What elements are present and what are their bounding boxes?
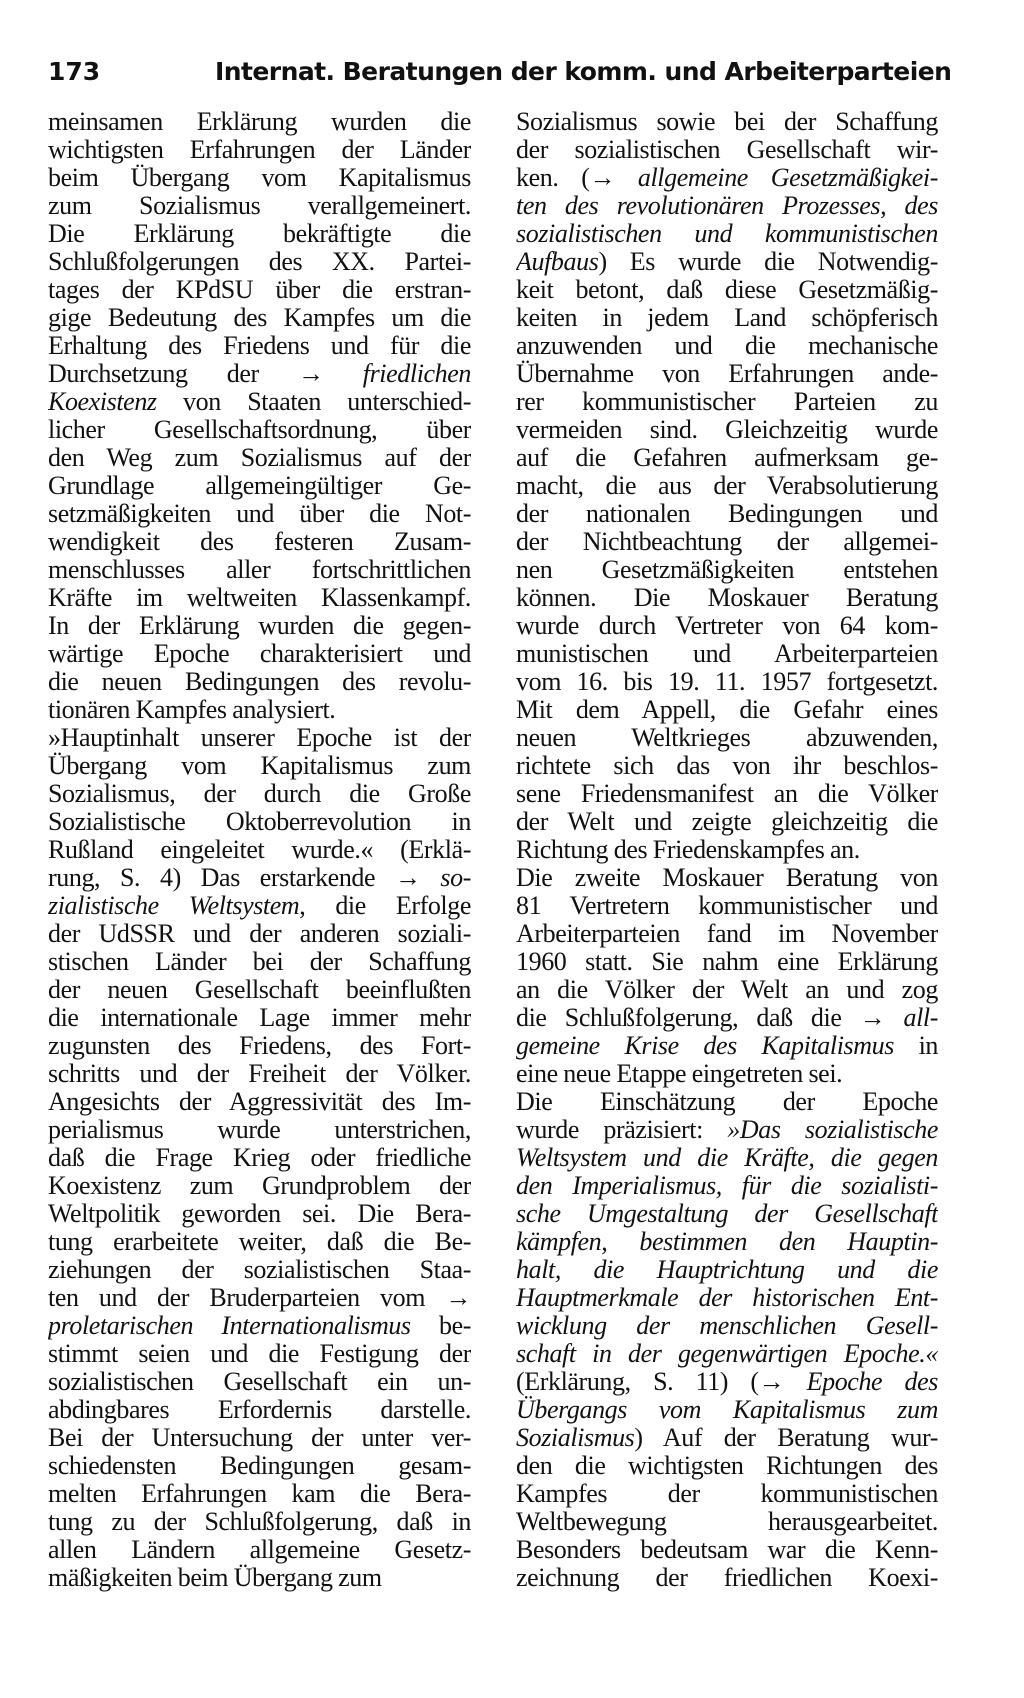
text-line: Arbeiterparteien fand im November [516,920,938,948]
text-line: anzuwenden und die mechanische [516,332,938,360]
text-line: Übergangs vom Kapitalismus zum [516,1396,938,1424]
text-line: können. Die Moskauer Beratung [516,584,938,612]
text-line: Hauptmerkmale der historischen Ent- [516,1284,938,1312]
text-line: gemeine Krise des Kapitalismus in [516,1032,938,1060]
text-line: sozialistischen und kommunistischen [516,220,938,248]
page-header [48,54,952,90]
text-line: auf die Gefahren aufmerksam ge- [516,444,938,472]
text-line: keit betont, daß diese Gesetzmäßig- [516,276,938,304]
text-line: Erhaltung des Friedens und für die [48,332,471,360]
text-line: Weltbewegung herausgearbeitet. [516,1508,938,1536]
text-line: nen Gesetzmäßigkeiten entstehen [516,556,938,584]
text-line: beim Übergang vom Kapitalismus [48,164,471,192]
text-line: wurde durch Vertreter von 64 kom- [516,612,938,640]
text-line: ten und der Bruderparteien vom → [48,1284,471,1312]
text-line: Grundlage allgemeingültiger Ge- [48,472,471,500]
text-line: den Imperialismus, für die sozialisti- [516,1172,938,1200]
page-number: 173 [48,57,101,86]
text-line: Weltsystem und die Kräfte, die gegen [516,1144,938,1172]
text-line: Kampfes der kommunistischen [516,1480,938,1508]
text-line: allen Ländern allgemeine Gesetz- [48,1536,471,1564]
text-line: Koexistenz zum Grundproblem der [48,1172,471,1200]
text-line: Mit dem Appell, die Gefahr eines [516,696,938,724]
text-line: sene Friedensmanifest an die Völker [516,780,938,808]
text-line: keiten in jedem Land schöpferisch [516,304,938,332]
text-line: tung erarbeitete weiter, daß die Be- [48,1228,471,1256]
text-line: kämpfen, bestimmen den Hauptin- [516,1228,938,1256]
text-line: Bei der Untersuchung der unter ver- [48,1424,471,1452]
text-line: ziehungen der sozialistischen Staa- [48,1256,471,1284]
text-line: perialismus wurde unterstrichen, [48,1116,471,1144]
text-line: wärtige Epoche charakterisiert und [48,640,471,668]
right-text-column [516,108,938,1592]
text-line: der UdSSR und der anderen soziali- [48,920,471,948]
text-line: Die Einschätzung der Epoche [516,1088,938,1116]
text-line: Die Erklärung bekräftigte die [48,220,471,248]
text-line: wurde präzisiert: »Das sozialistische [516,1116,938,1144]
text-line: Rußland eingeleitet wurde.« (Erklä- [48,836,471,864]
text-line: an die Völker der Welt an und zog [516,976,938,1004]
text-line: Sozialismus sowie bei der Schaffung [516,108,938,136]
text-line: Sozialismus, der durch die Große [48,780,471,808]
text-line: die neuen Bedingungen des revolu- [48,668,471,696]
text-line: mäßigkeiten beim Übergang zum [48,1564,382,1592]
text-line: schritts und der Freiheit der Völker. [48,1060,471,1088]
text-line: Sozialismus) Auf der Beratung wur- [516,1424,938,1452]
text-line: die internationale Lage immer mehr [48,1004,471,1032]
text-line: der Welt und zeigte gleichzeitig die [516,808,938,836]
text-line: den Weg zum Sozialismus auf der [48,444,471,472]
text-line: »Hauptinhalt unserer Epoche ist der [48,724,471,752]
text-line: richtete sich das von ihr beschlos- [516,752,938,780]
text-line: 1960 statt. Sie nahm eine Erklärung [516,948,938,976]
text-line: Weltpolitik geworden sei. Die Bera- [48,1200,471,1228]
text-line: menschlusses aller fortschrittlichen [48,556,471,584]
text-line: sozialistischen Gesellschaft ein un- [48,1368,471,1396]
text-line: proletarischen Internationalismus be- [48,1312,471,1340]
text-line: Koexistenz von Staaten unterschied- [48,388,471,416]
text-line: stimmt seien und die Festigung der [48,1340,471,1368]
text-line: die Schlußfolgerung, daß die → all- [516,1004,938,1032]
text-line: 81 Vertretern kommunistischer und [516,892,938,920]
text-line: tionären Kampfes analysiert. [48,696,336,724]
text-line: der Nichtbeachtung der allgemei- [516,528,938,556]
text-line: stischen Länder bei der Schaffung [48,948,471,976]
running-head: Internat. Beratungen der komm. und Arbeiterparteien [215,57,952,86]
text-line: Sozialistische Oktoberrevolution in [48,808,471,836]
text-line: ten des revolutionären Prozesses, des [516,192,938,220]
text-line: Angesichts der Aggressivität des Im- [48,1088,471,1116]
text-line: Richtung des Friedenskampfes an. [516,836,860,864]
text-line: ken. (→ allgemeine Gesetzmäßigkei- [516,164,938,192]
text-line: rer kommunistischer Parteien zu [516,388,938,416]
text-line: wichtigsten Erfahrungen der Länder [48,136,471,164]
text-line: vermeiden sind. Gleichzeitig wurde [516,416,938,444]
text-line: eine neue Etappe eingetreten sei. [516,1060,843,1088]
text-line: Aufbaus) Es wurde die Notwendig- [516,248,938,276]
text-line: zugunsten des Friedens, des Fort- [48,1032,471,1060]
left-text-column [48,108,471,1592]
text-line: meinsamen Erklärung wurden die [48,108,471,136]
text-line: licher Gesellschaftsordnung, über [48,416,471,444]
text-line: tages der KPdSU über die erstran- [48,276,471,304]
text-line: wendigkeit des festeren Zusam- [48,528,471,556]
text-line: rung, S. 4) Das erstarkende → so- [48,864,471,892]
text-line: der nationalen Bedingungen und [516,500,938,528]
text-line: (Erklärung, S. 11) (→ Epoche des [516,1368,938,1396]
text-line: macht, die aus der Verabsolutierung [516,472,938,500]
text-line: Durchsetzung der → friedlichen [48,360,471,388]
text-line: der neuen Gesellschaft beeinflußten [48,976,471,1004]
text-line: abdingbares Erfordernis darstelle. [48,1396,471,1424]
text-line: halt, die Hauptrichtung und die [516,1256,938,1284]
text-line: Übernahme von Erfahrungen ande- [516,360,938,388]
text-line: Übergang vom Kapitalismus zum [48,752,471,780]
text-line: munistischen und Arbeiterparteien [516,640,938,668]
text-line: zialistische Weltsystem, die Erfolge [48,892,471,920]
text-line: zeichnung der friedlichen Koexi- [516,1564,938,1592]
text-line: Kräfte im weltweiten Klassenkampf. [48,584,471,612]
text-line: melten Erfahrungen kam die Bera- [48,1480,471,1508]
text-line: den die wichtigsten Richtungen des [516,1452,938,1480]
text-line: wicklung der menschlichen Gesell- [516,1312,938,1340]
text-line: schaft in der gegenwärtigen Epoche.« [516,1340,938,1368]
text-line: der sozialistischen Gesellschaft wir- [516,136,938,164]
text-line: daß die Frage Krieg oder friedliche [48,1144,471,1172]
text-line: schiedensten Bedingungen gesam- [48,1452,471,1480]
text-line: tung zu der Schlußfolgerung, daß in [48,1508,471,1536]
text-line: Schlußfolgerungen des XX. Partei- [48,248,471,276]
text-line: sche Umgestaltung der Gesellschaft [516,1200,938,1228]
text-line: neuen Weltkrieges abzuwenden, [516,724,938,752]
text-line: gige Bedeutung des Kampfes um die [48,304,471,332]
text-line: zum Sozialismus verallgemeinert. [48,192,471,220]
text-line: In der Erklärung wurden die gegen- [48,612,471,640]
text-line: Besonders bedeutsam war die Kenn- [516,1536,938,1564]
text-line: setzmäßigkeiten und über die Not- [48,500,471,528]
text-line: Die zweite Moskauer Beratung von [516,864,938,892]
text-line: vom 16. bis 19. 11. 1957 fortgesetzt. [516,668,938,696]
